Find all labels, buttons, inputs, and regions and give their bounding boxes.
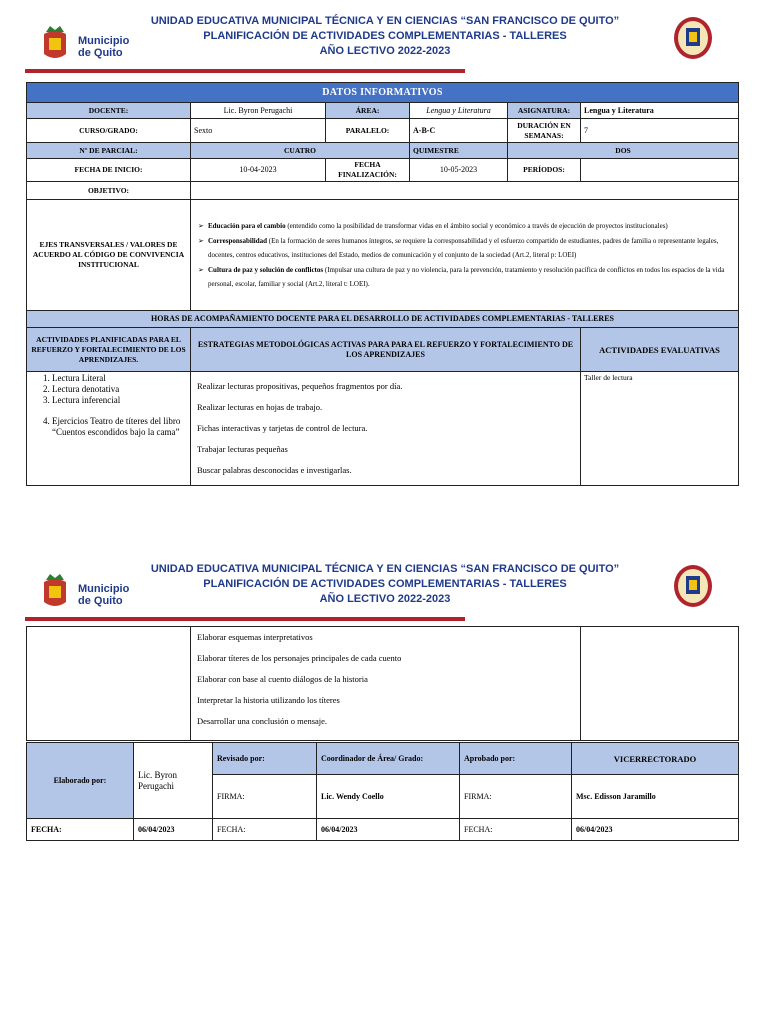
inicio-value: 10-04-2023 (191, 159, 326, 182)
parcial-label: Nº DE PARCIAL: (27, 143, 191, 159)
estrategias-header: ESTRATEGIAS METODOLÓGICAS ACTIVAS PARA PARA EL REFUERZO Y FORTALECIMIENTO DE LOS APRENDIZAJES (191, 328, 581, 372)
quimestre-label: QUIMESTRE (410, 143, 508, 159)
signatures-table (26, 742, 739, 841)
header-titles (140, 562, 630, 607)
svg-text:de Quito: de Quito (78, 595, 123, 607)
strategy-item: Elaborar con base al cuento diálogos de la historia (197, 674, 368, 684)
arrow-icon: ➢ (198, 236, 204, 245)
parcial-value: CUATRO (191, 143, 410, 159)
periodos-value (581, 159, 739, 182)
fecha-value: 06/04/2023 (317, 819, 460, 841)
datos-informativos-title: DATOS INFORMATIVOS (27, 83, 739, 103)
paralelo-value: A-B-C (410, 119, 508, 143)
school-year: AÑO LECTIVO 2022-2023 (319, 45, 451, 57)
school-name: UNIDAD EDUCATIVA MUNICIPAL TÉCNICA Y EN CIENCIAS “SAN FRANCISCO DE QUITO” (150, 563, 620, 575)
actividades-header: ACTIVIDADES PLANIFICADAS PARA EL REFUERZO Y FORTALECIMIENTO DE LOS APRENDIZAJES. (27, 328, 191, 372)
strategy-item: Elaborar esquemas interpretativos (197, 632, 313, 642)
continuation-table (26, 626, 739, 741)
fecha-label: FECHA: (460, 819, 572, 841)
ejes-list (191, 200, 739, 311)
elaborado-value: Lic. Byron Perugachi (134, 743, 213, 819)
vicerrectorado-label: VICERRECTORADO (572, 743, 739, 775)
actividades-cont-cell (27, 627, 191, 741)
objetivo-value (191, 182, 739, 200)
area-value: Lengua y Literatura (410, 103, 508, 119)
svg-text:de Quito: de Quito (78, 47, 123, 59)
duracion-label: DURACIÓN EN SEMANAS: (508, 119, 581, 143)
aprobador-value: Msc. Edisson Jaramillo (572, 775, 739, 819)
page-header (0, 562, 768, 622)
activity-item: 3. Lectura inferencial (52, 395, 187, 406)
fin-value: 10-05-2023 (410, 159, 508, 182)
curso-value: Sexto (191, 119, 326, 143)
aprobado-label: Aprobado por: (460, 743, 572, 775)
curso-label: CURSO/GRADO: (27, 119, 191, 143)
strategy-item: Interpretar la historia utilizando los títeres (197, 695, 340, 705)
evaluativas-header: ACTIVIDADES EVALUATIVAS (581, 328, 739, 372)
strategy-item: Realizar lecturas en hojas de trabajo. (197, 402, 323, 412)
paralelo-label: PARALELO: (326, 119, 410, 143)
evaluativas-cell: Taller de lectura (581, 372, 739, 486)
header-divider (25, 617, 465, 621)
plan-title: PLANIFICACIÓN DE ACTIVIDADES COMPLEMENTARIAS - TALLERES (203, 578, 567, 590)
fecha-value: 06/04/2023 (572, 819, 739, 841)
estrategias-cont-cell (191, 627, 581, 741)
duracion-value: 7 (581, 119, 739, 143)
docente-label: DOCENTE: (27, 103, 191, 119)
arrow-icon: ➢ (198, 221, 204, 230)
periodos-label: PERÍODOS: (508, 159, 581, 182)
estrategias-cell (191, 372, 581, 486)
asignatura-label: ASIGNATURA: (508, 103, 581, 119)
elaborado-label: Elaborado por: (27, 743, 134, 819)
quimestre-value: DOS (508, 143, 739, 159)
firma-label-2: FIRMA: (460, 775, 572, 819)
school-crest-icon (673, 16, 713, 60)
evaluativas-cont-cell (581, 627, 739, 741)
header-divider (25, 69, 465, 73)
municipio-logo-icon (40, 24, 140, 64)
inicio-label: FECHA DE INICIO: (27, 159, 191, 182)
firma-label: FIRMA: (213, 775, 317, 819)
page-1 (0, 14, 768, 74)
horas-title: HORAS DE ACOMPAÑAMIENTO DOCENTE PARA EL DESARROLLO DE ACTIVIDADES COMPLEMENTARIAS - TALLERES (27, 311, 739, 328)
plan-title: PLANIFICACIÓN DE ACTIVIDADES COMPLEMENTARIAS - TALLERES (203, 30, 567, 42)
eje-item: ➢ Cultura de paz y solución de conflictos (Impulsar una cultura de paz y no violencia, para la prevención, tratamiento y resolución pacífica de conflictos en todos los espacios de la vida personal, escolar, familiar y social (Art.2, literal t: LOEI). (194, 263, 735, 291)
fecha-label: FECHA: (213, 819, 317, 841)
svg-text:Municipio: Municipio (78, 583, 130, 595)
strategy-item: Fichas interactivas y tarjetas de control de lectura. (197, 423, 368, 433)
strategy-item: Buscar palabras desconocidas e investigarlas. (197, 465, 352, 475)
fecha-value: 06/04/2023 (134, 819, 213, 841)
page-header (0, 14, 768, 74)
docente-value: Lic. Byron Perugachi (191, 103, 326, 119)
strategy-item: Realizar lecturas propositivas, pequeños fragmentos por día. (197, 381, 403, 391)
coordinador-value: Lic. Wendy Coello (317, 775, 460, 819)
page-2 (0, 562, 768, 622)
revisado-label: Revisado por: (213, 743, 317, 775)
eje-item: ➢ Educación para el cambio (entendido como la posibilidad de transformar vidas en el ámbito social y económico a través de ejecución de proyectos institucionales) (194, 219, 735, 233)
actividades-cell (27, 372, 191, 486)
activity-item: 4. Ejercicios Teatro de títeres del libro “Cuentos escondidos bajo la cama” (52, 416, 187, 438)
svg-text:Municipio: Municipio (78, 35, 130, 47)
fin-label: FECHA FINALIZACIÓN: (326, 159, 410, 182)
school-name: UNIDAD EDUCATIVA MUNICIPAL TÉCNICA Y EN CIENCIAS “SAN FRANCISCO DE QUITO” (150, 15, 620, 27)
ejes-label: EJES TRANSVERSALES / VALORES DE ACUERDO AL CÓDIGO DE CONVIVENCIA INSTITUCIONAL (27, 200, 191, 311)
school-year: AÑO LECTIVO 2022-2023 (319, 593, 451, 605)
eje-item: ➢ Corresponsabilidad (En la formación de seres humanos íntegros, se requiere la corresponsabilidad y el esfuerzo compartido de estudiantes, padres de familia o representante legales, docentes, centros educativos, instituciones del Estado, medios de comunicación y el conjunto de la sociedad (Art.2, literal p: LOEI) (194, 234, 735, 262)
strategy-item: Desarrollar una conclusión o mensaje. (197, 716, 328, 726)
asignatura-value: Lengua y Literatura (581, 103, 739, 119)
header-titles (140, 14, 630, 59)
strategy-item: Trabajar lecturas pequeñas (197, 444, 288, 454)
fecha-label: FECHA: (27, 819, 134, 841)
datos-informativos-table (26, 82, 739, 486)
arrow-icon: ➢ (198, 265, 204, 274)
activity-item: 2. Lectura denotativa (52, 384, 187, 395)
area-label: ÁREA: (326, 103, 410, 119)
objetivo-label: OBJETIVO: (27, 182, 191, 200)
municipio-logo-icon (40, 572, 140, 612)
school-crest-icon (673, 564, 713, 608)
coordinador-label: Coordinador de Área/ Grado: (317, 743, 460, 775)
strategy-item: Elaborar títeres de los personajes principales de cada cuento (197, 653, 402, 663)
activity-item: 1. Lectura Literal (52, 373, 187, 384)
